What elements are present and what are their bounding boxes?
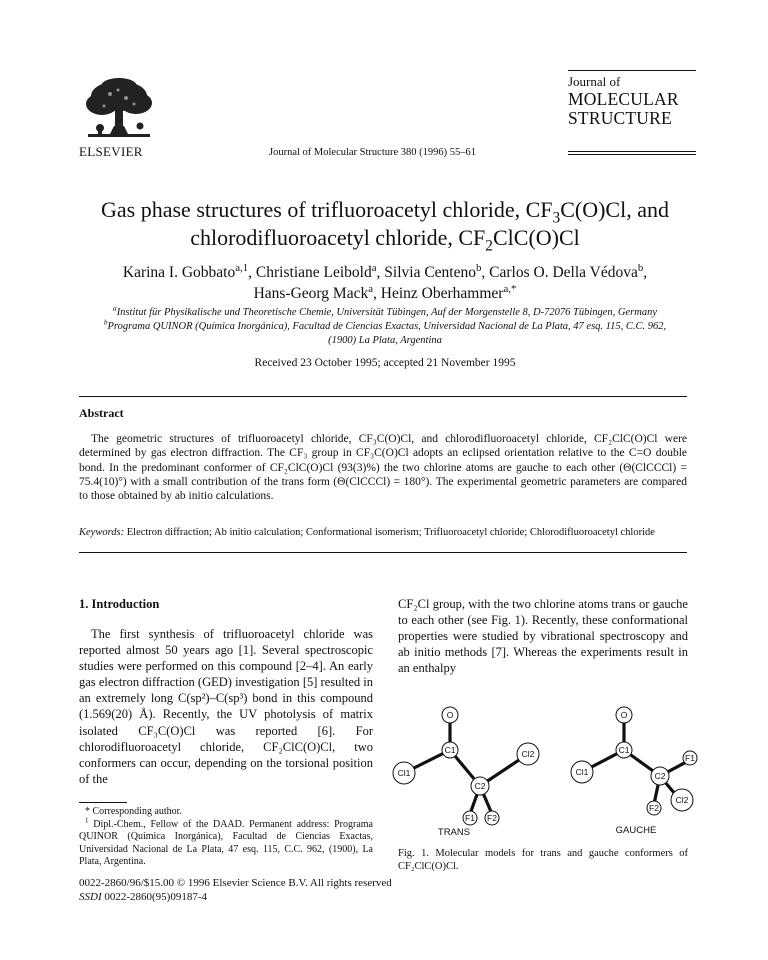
rule-below-abstract [79,552,687,553]
atom-label: F1 [685,753,695,763]
footer [79,876,392,904]
keywords [79,527,687,538]
atom-label: O [446,710,454,720]
introduction-paragraph: The first synthesis of trifluoroacetyl chloride was reported almost 50 years ago [1]. Several spectroscopic studies were performed on this compound [2–4]. An early gas electron diffraction (GED) investigation [5] resulted in an extremely long C(sp²)–C(sp³) bond in this compound (1.569(20) Å). Recently, the UV photolysis of matrix isolated CF₃C(O)Cl was reported [6]. For chlorodifluoroacetyl chloride, CF₂ClC(O)Cl, two conformers can occur, depending on the torsional position of the [79,627,373,786]
article-title [60,196,710,255]
affiliation-a: $^a$Institut für Physikalische und Theoretische Chemie, Universität Tübingen, Auf der Morgenstelle 8, D-72076 Tübingen, Germany [113,303,657,318]
abstract-text: The geometric structures of trifluoroacetyl chloride, CF₃C(O)Cl, and chlorodifluoroacetyl chloride, CF₂ClC(O)Cl were determined by gas electron diffraction. The CF₃ group in CF₃C(O)Cl adopts an eclipsed orientation relative to the C=O double bond. In the predominant conformer of CF₂ClC(O)Cl (93(3)%) the two chlorine atoms are gauche to each other (Θ(ClCCCl) = 75.4(10)°) with a small contribution of the trans form (Θ(ClCCCl) = 180°). The experimental geometric parameters are compared to those obtained by ab initio calculations. [79,433,687,503]
figure-1 [388,690,700,838]
figure-caption: Fig. 1. Molecular models for trans and gauche conformers of CF₂ClC(O)Cl. [398,848,688,872]
trans-label: TRANS [437,827,471,838]
atom-label: C1 [618,745,630,755]
corresponding-author-footnote: * Corresponding author. [85,806,182,817]
journal-rule-bottom-2 [568,154,696,155]
author: Hans-Georg Mack [253,285,369,302]
atom-label: Cl1 [397,768,411,778]
affiliations [60,303,710,348]
copyright-line: 0022-2860/96/$15.00 © 1996 Elsevier Science B.V. All rights reserved [79,877,392,889]
journal-name-line1: MOLECULAR [568,89,679,109]
footnote-1: $^1$ Dipl.-Chem., Fellow of the DAAD. Permanent address: Programa QUINOR (Química Inorgánica), Facultad de Ciencias Exactas, Universidad Nacional de La Plata, 47 esq. 115, C.C. 962, (1900), La Plata, Argentina. [79,816,373,868]
atom-label: C2 [474,781,486,791]
section-1-heading: 1. Introduction [79,597,160,611]
atom-label: F2 [487,813,497,823]
author: Heinz Oberhammer [380,285,504,302]
author: Silvia Centeno [384,264,476,281]
elsevier-tree-logo-icon [80,76,158,142]
affiliation-b: $^b$Programa QUINOR (Química Inorgánica), Facultad de Ciencias Exactas, Universidad Nacional de La Plata, 47 esq. 115, C.C. 962, [103,317,667,332]
atom-label: O [620,710,628,720]
abstract-heading: Abstract [79,406,124,420]
author: Christiane Leibold [255,264,372,281]
footnotes [79,806,373,869]
keywords-list: Electron diffraction; Ab initio calculation; Conformational isomerism; Trifluoroacetyl chloride; Chlorodifluoroacetyl chloride [126,527,655,538]
journal-name-line2: STRUCTURE [568,108,672,128]
journal-rule-bottom-1 [568,151,696,152]
author: Karina I. Gobbato [122,264,236,281]
molecular-models-figure [388,690,700,838]
title-line-1: Gas phase structures of trifluoroacetyl chloride, $CF_3C(O)Cl$, and [101,197,669,227]
journal-rule-top [568,70,696,71]
rule-above-abstract [79,396,687,397]
keywords-label: Keywords: [79,527,125,538]
author-line-2: Hans-Georg Mack$^a$, Heinz Oberhammer$^{a,*}$ [253,282,517,302]
elsevier-logo [80,76,158,142]
atom-label: Cl1 [575,767,589,777]
author-line-1: Karina I. Gobbato$^{a,1}$, Christiane Leibold$^a$, Silvia Centeno$^b$, Carlos O. Della Védova$^b$, [122,261,648,281]
journal-reference: Journal of Molecular Structure 380 (1996) 55–61 [269,147,477,158]
author: Carlos O. Della Védova [489,264,638,281]
atom-label: C2 [654,771,666,781]
author-list [60,262,710,304]
footnote-rule [79,802,127,803]
atom-label: F1 [465,813,475,823]
atom-label: F2 [649,803,659,813]
affiliation-b-cont: (1900) La Plata, Argentina [328,335,442,346]
atom-label: C1 [444,745,456,755]
publisher-name: ELSEVIER [79,144,143,159]
journal-of-label: Journal of [568,74,621,89]
title-line-2: chlorodifluoroacetyl chloride, $CF_2ClC(O)Cl$ [190,225,580,255]
column-2-paragraph: CF₂Cl group, with the two chlorine atoms trans or gauche to each other (see Fig. 1). Recently, these conformational properties were studied by vibrational spectroscopy and ab initio methods [7]. Whereas the experiments result in an enthalpy [398,597,688,676]
atom-label: Cl2 [675,795,689,805]
gauche-label: GAUCHE [615,825,657,836]
ssdi-line: SSDI 0022-2860(95)09187-4 [79,891,208,903]
journal-title-block [568,74,696,128]
atom-label: Cl2 [521,749,535,759]
received-dates: Received 23 October 1995; accepted 21 November 1995 [254,357,516,369]
